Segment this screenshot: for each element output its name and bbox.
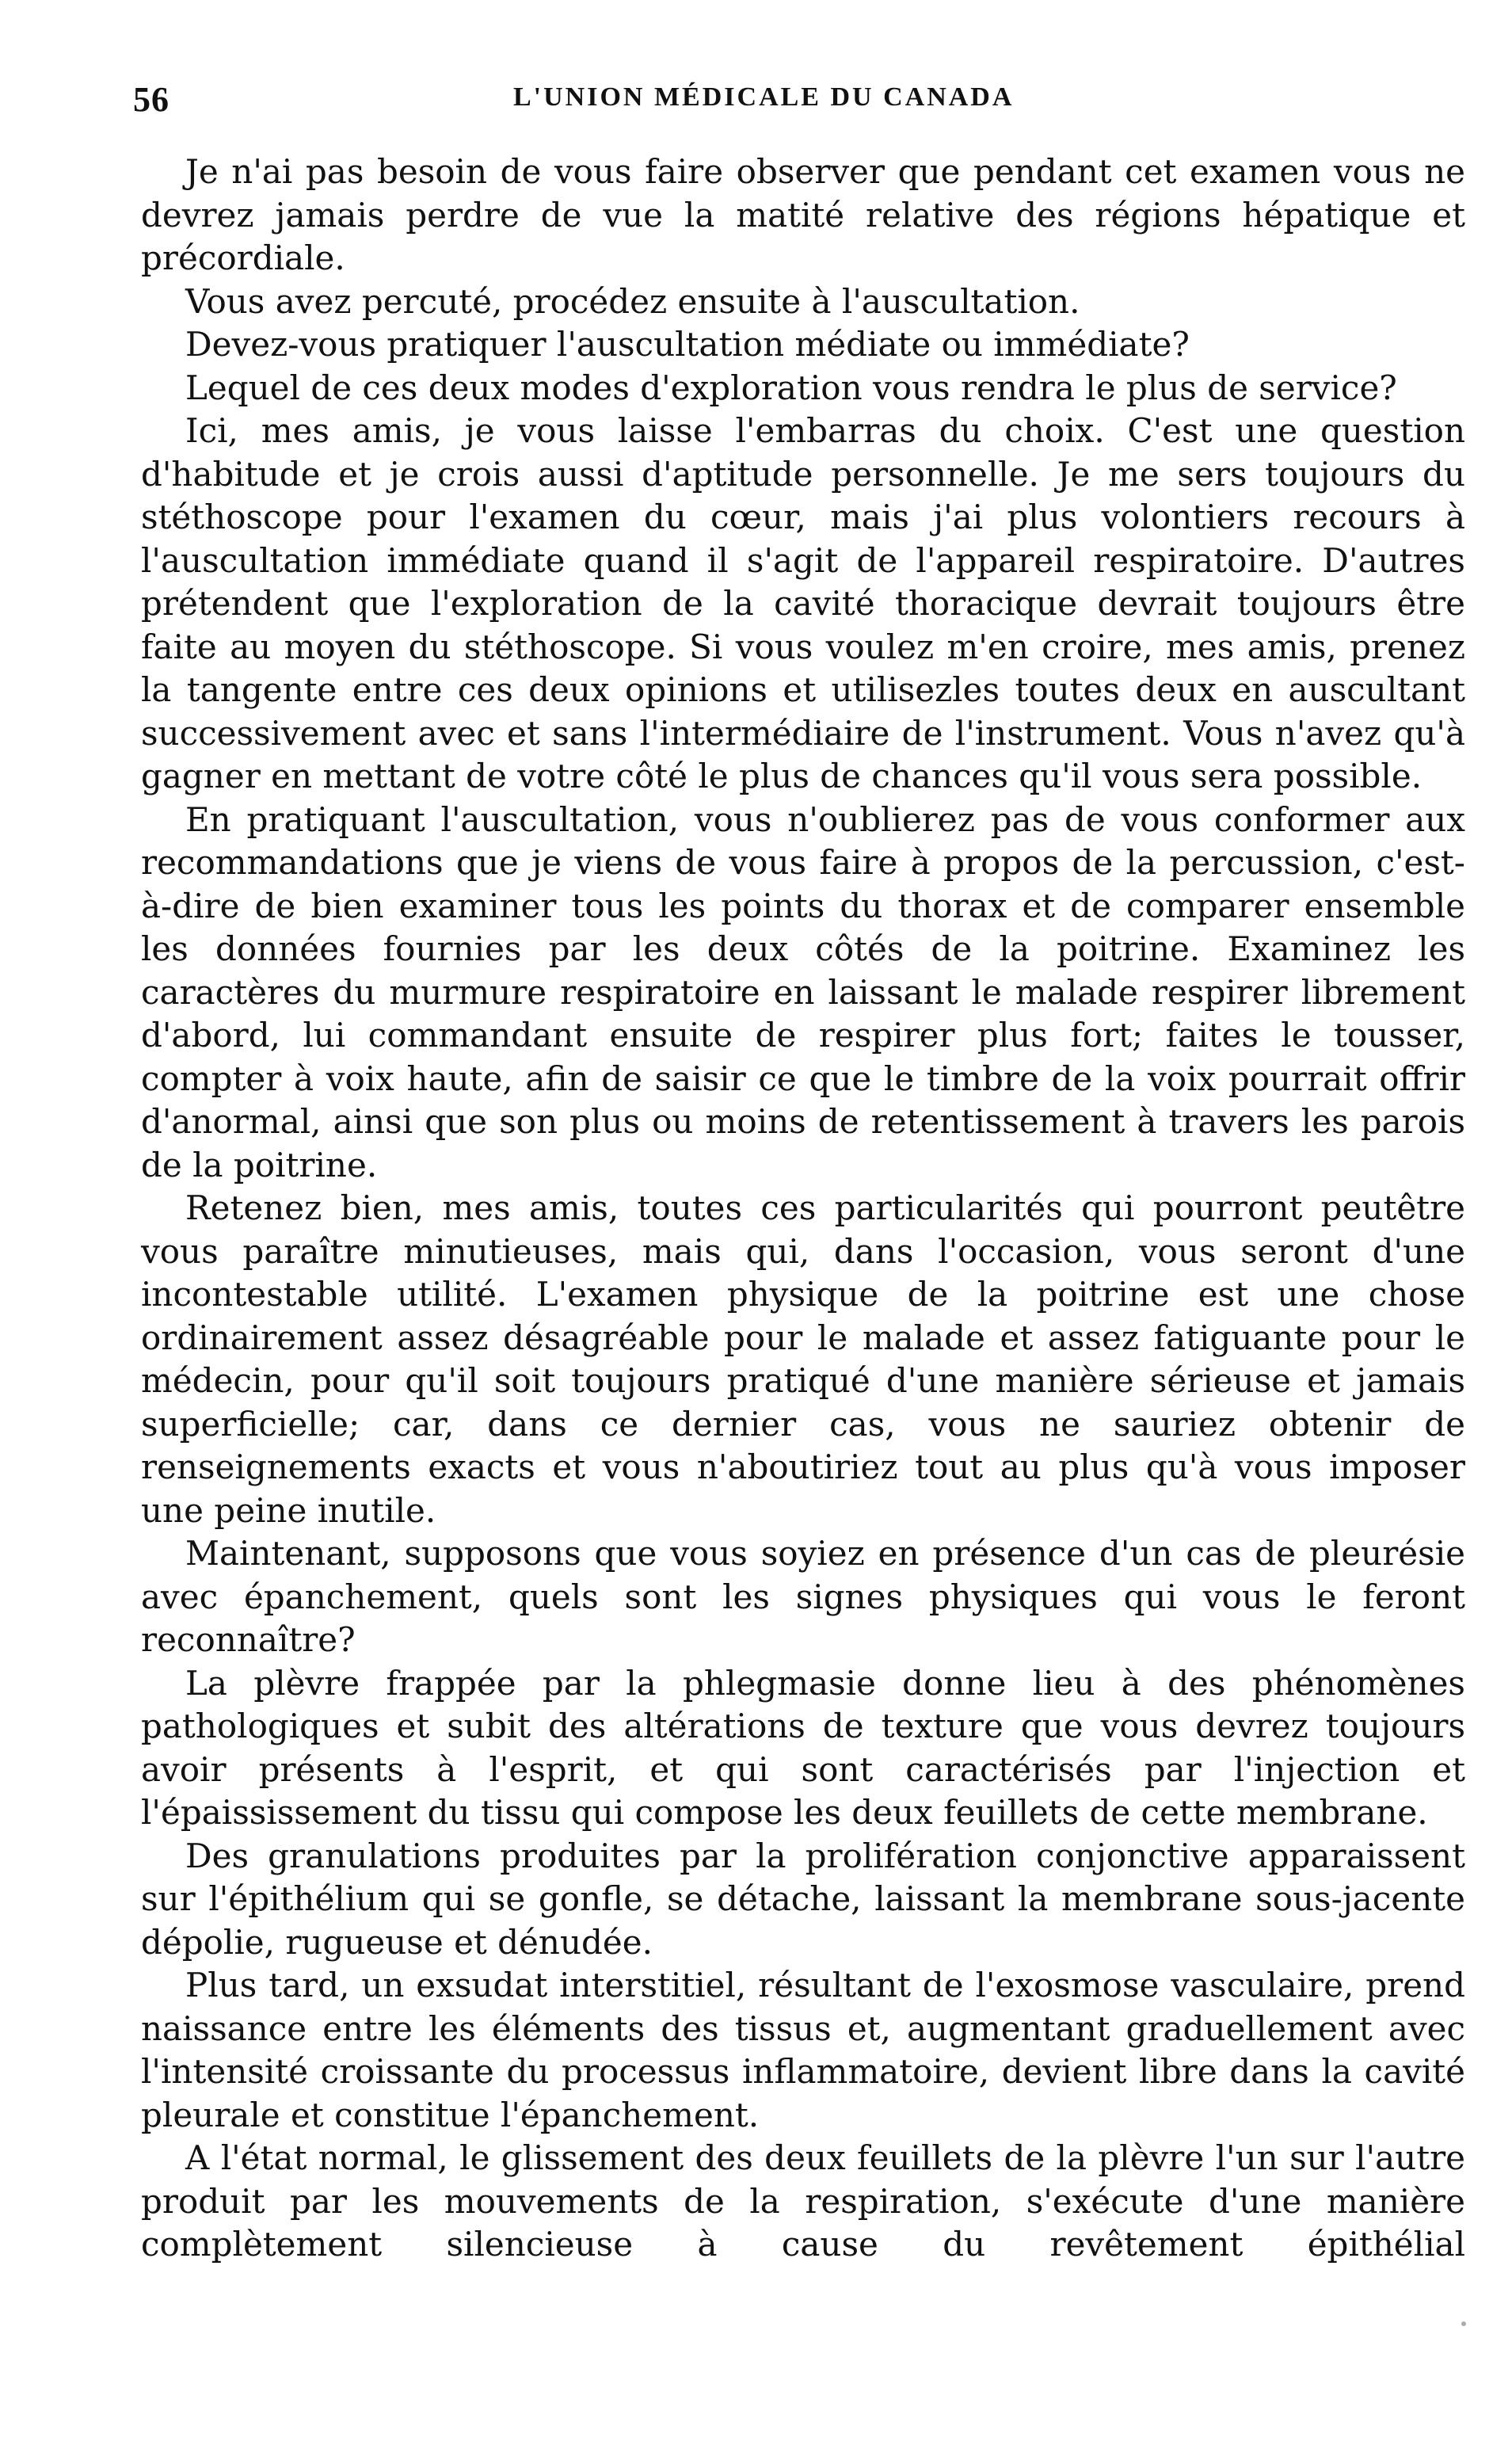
paragraph: Lequel de ces deux modes d'exploration vous rendra le plus de service? (185, 368, 1397, 407)
paragraph: En pratiquant l'auscultation, vous n'oublierez pas de vous conformer aux recommandations que je viens de vous faire à propos de la percussion, c'est-à-dire de bien examiner tous les points du thorax et de comparer ensemble les données fournies par les deux côtés de la poitrine. Examinez les caractères du murmure respiratoire en laissant le malade respirer librement d'abord, lui commandant ensuite de respirer plus fort; faites le tousser, compter à voix haute, afin de saisir ce que le timbre de la voix pourrait offrir d'anormal, ainsi que son plus ou moins de retentissement à travers les parois de la poitrine. (141, 799, 1465, 1184)
paragraph: Ici, mes amis, je vous laisse l'embarras du choix. C'est une question d'habitude et je crois aussi d'aptitude personnelle. Je me sers toujours du stéthoscope pour l'examen du cœur, mais j'ai plus volontiers recours à l'auscultation immédiate quand il s'agit de l'appareil respiratoire. D'autres prétendent que l'exploration de la cavité thoracique devrait toujours être faite au moyen du stéthoscope. Si vous voulez m'en croire, mes amis, prenez la tangente entre ces deux opinions et utilisezles toutes deux en auscultant successivement avec et sans l'intermédiaire de l'instrument. Vous n'avez qu'à gagner en mettant de votre côté le plus de chances qu'il vous sera possible. (141, 411, 1465, 795)
body-text (141, 151, 1465, 2267)
paragraph: Vous avez percuté, procédez ensuite à l'auscultation. (185, 281, 1080, 321)
paragraph: Devez-vous pratiquer l'auscultation médiate ou immédiate? (185, 325, 1190, 364)
paragraph: La plèvre frappée par la phlegmasie donne lieu à des phénomènes pathologiques et subit des altérations de texture que vous devrez toujours avoir présents à l'esprit, et qui sont caractérisés par l'injection et l'épaississement du tissu qui compose les deux feuillets de cette membrane. (141, 1663, 1465, 1832)
ink-speck (1461, 2321, 1466, 2326)
paragraph: A l'état normal, le glissement des deux feuillets de la plèvre l'un sur l'autre produit par les mouvements de la respiration, s'exécute d'une manière complètement silencieuse à cause du revêtement épithélial (141, 2138, 1465, 2264)
paragraph: Je n'ai pas besoin de vous faire observer que pendant cet examen vous ne devrez jamais perdre de vue la matité relative des régions hépatique et précordiale. (141, 152, 1465, 277)
paragraph: Maintenant, supposons que vous soyiez en présence d'un cas de pleurésie avec épanchement, quels sont les signes physiques qui vous le feront reconnaître? (141, 1534, 1465, 1659)
page-number: 56 (133, 80, 169, 119)
page-header (133, 79, 1480, 127)
running-title: L'UNION MÉDICALE DU CANADA (513, 82, 1015, 112)
paragraph: Retenez bien, mes amis, toutes ces particularités qui pourront peutêtre vous paraître minutieuses, mais qui, dans l'occasion, vous seront d'une incontestable utilité. L'examen physique de la poitrine est une chose ordinairement assez désagréable pour le malade et assez fatiguante pour le médecin, pour qu'il soit toujours pratiqué d'une manière sérieuse et jamais superficielle; car, dans ce dernier cas, vous ne sauriez obtenir de renseignements exacts et vous n'aboutiriez tout au plus qu'à vous imposer une peine inutile. (141, 1188, 1465, 1530)
paragraph: Des granulations produites par la prolifération conjonctive apparaissent sur l'épithélium qui se gonfle, se détache, laissant la membrane sous-jacente dépolie, rugueuse et dénudée. (141, 1836, 1465, 1962)
paragraph: Plus tard, un exsudat interstitiel, résultant de l'exosmose vasculaire, prend naissance entre les éléments des tissus et, augmentant graduellement avec l'intensité croissante du processus inflammatoire, devient libre dans la cavité pleurale et constitue l'épanchement. (141, 1966, 1465, 2134)
